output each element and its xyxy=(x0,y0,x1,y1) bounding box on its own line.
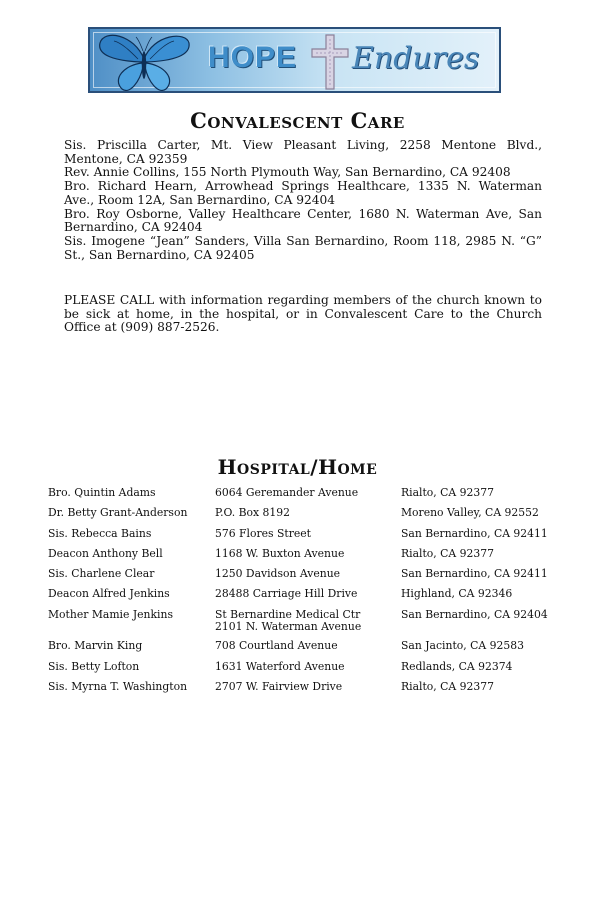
member-address: 2707 W. Fairview Drive xyxy=(215,679,343,693)
member-name: Sis. Betty Lofton xyxy=(48,659,140,673)
convalescent-entry: Bro. Richard Hearn, Arrowhead Springs Healthcare, 1335 N. Waterman Ave., Room 12A, San Bernardino, CA 92404 xyxy=(64,179,542,207)
member-city: Highland, CA 92346 xyxy=(401,587,513,601)
member-name: Bro. Quintin Adams xyxy=(48,486,156,499)
member-name: Dr. Betty Grant-Anderson xyxy=(48,506,188,520)
member-city: Moreno Valley, CA 92552 xyxy=(401,506,539,520)
convalescent-entry: Rev. Annie Collins, 155 North Plymouth Way, San Bernardino, CA 92408 xyxy=(64,165,511,180)
member-name: Sis. Rebecca Bains xyxy=(48,526,152,540)
table-row xyxy=(48,609,568,641)
member-address: P.O. Box 8192 xyxy=(215,506,291,520)
table-row xyxy=(48,661,568,681)
convalescent-care-title: Convalescent Care xyxy=(190,108,405,133)
member-city: Rialto, CA 92377 xyxy=(401,546,495,560)
member-address: 708 Courtland Avenue xyxy=(215,639,338,653)
hospital-home-title: Hospital/Home xyxy=(217,455,378,479)
member-name: Sis. Myrna T. Washington xyxy=(48,679,188,693)
convalescent-entry: Sis. Priscilla Carter, Mt. View Pleasant Living, 2258 Mentone Blvd., Mentone, CA 92359 xyxy=(64,138,542,166)
member-city: Redlands, CA 92374 xyxy=(401,659,513,673)
table-row xyxy=(48,507,568,527)
member-city: Rialto, CA 92377 xyxy=(401,679,495,693)
member-city: Rialto, CA 92377 xyxy=(401,486,495,499)
member-city: San Bernardino, CA 92404 xyxy=(401,607,548,621)
table-row xyxy=(48,548,568,568)
member-address: St Bernardine Medical Ctr xyxy=(215,607,361,621)
member-name: Bro. Marvin King xyxy=(48,639,143,653)
convalescent-list xyxy=(64,139,542,262)
member-name: Deacon Alfred Jenkins xyxy=(48,587,170,601)
member-name: Sis. Charlene Clear xyxy=(48,567,155,581)
convalescent-entry: Sis. Imogene “Jean” Sanders, Villa San Bernardino, Room 118, 2985 N. “G” St., San Bernardino, CA 92405 xyxy=(64,233,542,262)
member-name: Mother Mamie Jenkins xyxy=(48,607,173,621)
table-row xyxy=(48,528,568,548)
hospital-home-table xyxy=(48,487,568,701)
member-address: 1631 Waterford Avenue xyxy=(215,659,345,673)
member-address: 6064 Geremander Avenue xyxy=(215,486,359,499)
banner-hope-text: HOPE xyxy=(208,41,298,74)
table-row xyxy=(48,588,568,608)
member-address: 1250 Davidson Avenue xyxy=(215,567,341,581)
hope-endures-banner xyxy=(88,27,501,93)
member-address-block xyxy=(215,609,401,641)
member-address-line2: 2101 N. Waterman Avenue xyxy=(215,619,362,633)
table-row xyxy=(48,640,568,660)
convalescent-entry: Bro. Roy Osborne, Valley Healthcare Center, 1680 N. Waterman Ave, San Bernardino, CA 92404 xyxy=(64,206,542,235)
member-city: San Bernardino, CA 92411 xyxy=(401,526,548,540)
member-address: 1168 W. Buxton Avenue xyxy=(215,546,345,560)
table-row xyxy=(48,568,568,588)
member-address: 28488 Carriage Hill Drive xyxy=(215,587,358,601)
table-row xyxy=(48,681,568,701)
member-city: San Jacinto, CA 92583 xyxy=(401,639,524,653)
banner-endures-text: Endures xyxy=(352,41,480,76)
call-notice: PLEASE CALL with information regarding members of the church known to be sick at home, in the hospital, or in Convalescent Care to the Church Office at (909) 887-2526. xyxy=(64,293,542,335)
member-address: 576 Flores Street xyxy=(215,526,312,540)
butterfly-icon xyxy=(94,29,194,93)
table-row xyxy=(48,487,568,507)
member-city: San Bernardino, CA 92411 xyxy=(401,567,548,581)
cross-icon xyxy=(308,33,352,91)
member-name: Deacon Anthony Bell xyxy=(48,546,163,560)
